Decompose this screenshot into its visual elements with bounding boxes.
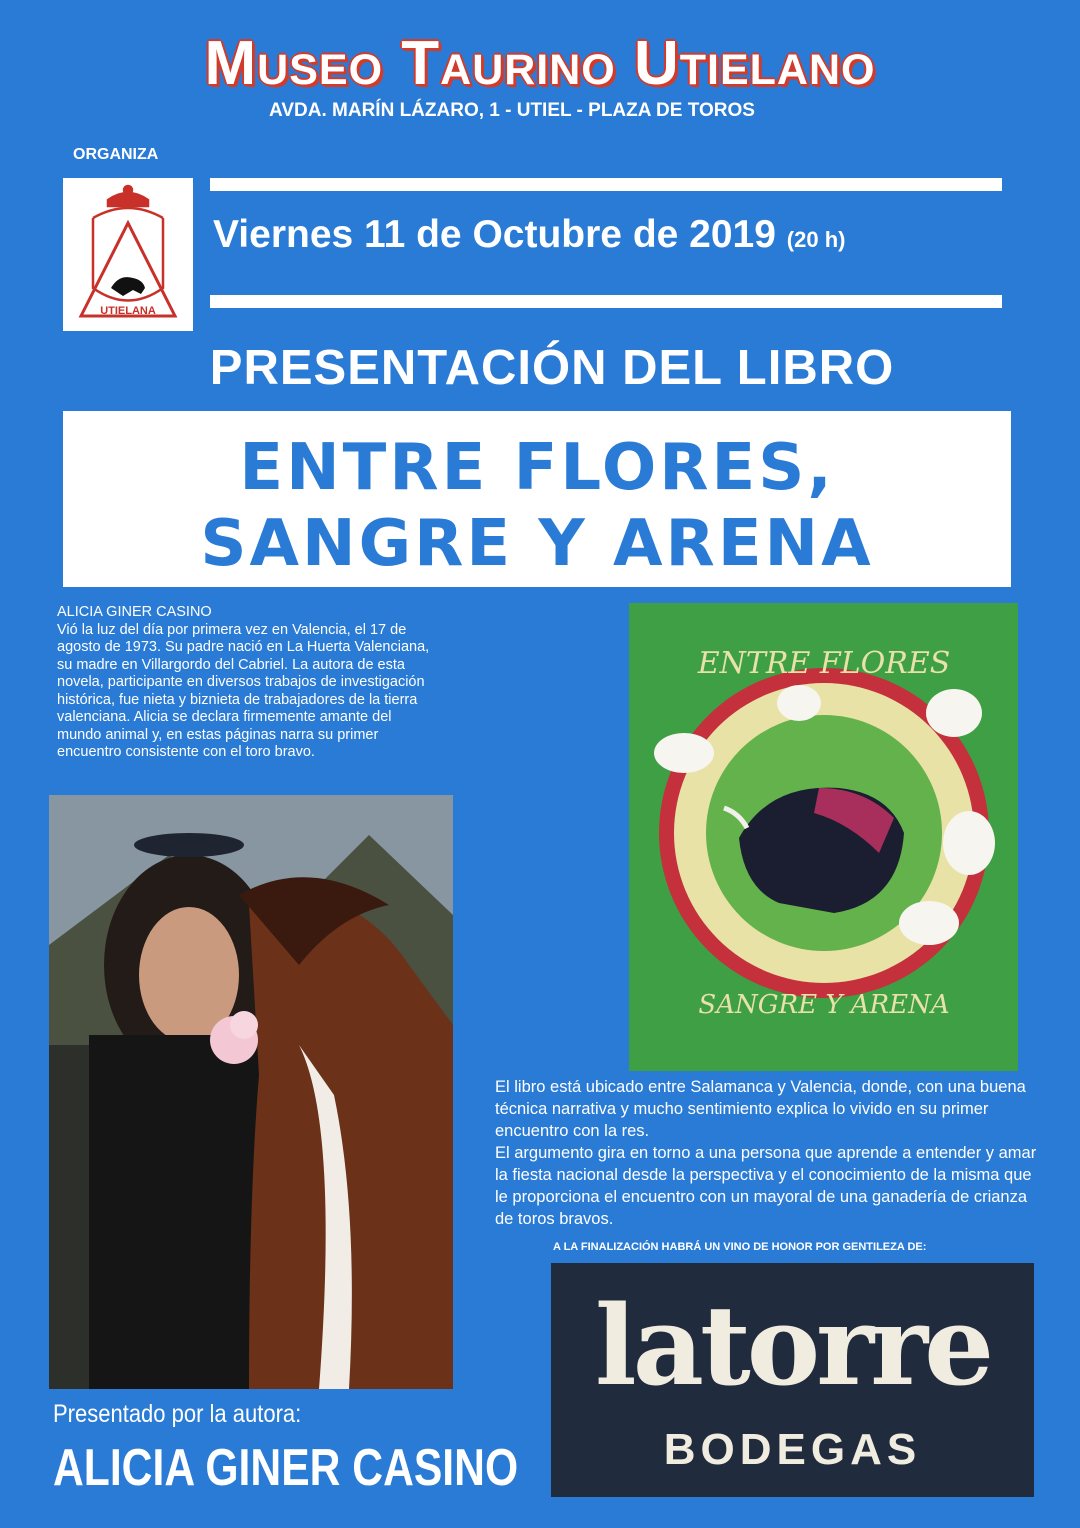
book-synopsis [495, 1076, 1040, 1230]
sponsor-logo [551, 1263, 1034, 1497]
logo-bottom-text: UTIELANA [100, 305, 156, 317]
book-cover [629, 603, 1018, 1071]
divider-bottom [210, 295, 1002, 308]
synopsis-paragraph-1: El libro está ubicado entre Salamanca y Valencia, donde, con una buena técnica narrativa y mucho sentimiento explica lo vivido en su primer encuentro con la res. [495, 1078, 1026, 1140]
author-name: ALICIA GINER CASINO [53, 1439, 519, 1497]
author-bio [57, 604, 437, 762]
sponsor-subtitle: BODEGAS [663, 1425, 922, 1474]
book-title-box [63, 411, 1011, 587]
bio-text: Vió la luz del día por primera vez en Valencia, el 17 de agosto de 1973. Su padre nació en La Huerta Valenciana, su madre en Villargordo del Cabriel. La autora de esta novela, participante en diversos trabajos de investigación histórica, fue nieta y biznieta de trabajadores de la tierra valenciana. Alicia se declara firmemente amante del mundo animal y, en estas páginas narra su primer encuentro consistente con el toro bravo. [57, 621, 430, 760]
author-photo [49, 795, 453, 1389]
cover-top-text: ENTRE FLORES [697, 646, 951, 681]
synopsis-paragraph-2: El argumento gira en torno a una persona que aprende a entender y amar la fiesta nacional desde la perspectiva y el conocimiento de la misma que le proporciona el encuentro con un mayoral de una ganadería de crianza de toros bravos. [495, 1144, 1037, 1228]
logo-emblem [63, 178, 193, 331]
event-date-line [213, 213, 1013, 257]
presentation-heading: PRESENTACIÓN DEL LIBRO [209, 341, 895, 395]
sponsor-name: latorre [594, 1281, 991, 1410]
book-title-line2: SANGRE Y ARENA [200, 507, 874, 581]
book-title-line1: ENTRE FLORES, [239, 431, 835, 505]
event-time: (20 h) [786, 227, 846, 252]
museum-title: Museo Taurino Utielano [204, 29, 876, 98]
divider-top [210, 178, 1002, 191]
event-date: Viernes 11 de Octubre de 2019 [213, 213, 776, 256]
bio-name: ALICIA GINER CASINO [57, 604, 212, 620]
pena-taurina-logo [63, 178, 193, 331]
vino-de-honor-note: A LA FINALIZACIÓN HABRÁ UN VINO DE HONOR POR GENTILEZA DE: [553, 1241, 927, 1253]
museum-address: AVDA. MARÍN LÁZARO, 1 - UTIEL - PLAZA DE TOROS [269, 100, 755, 121]
presented-by-label: Presentado por la autora: [53, 1400, 302, 1428]
cover-bottom-text: SANGRE Y ARENA [698, 990, 950, 1020]
organizer-label: ORGANIZA [73, 146, 159, 163]
